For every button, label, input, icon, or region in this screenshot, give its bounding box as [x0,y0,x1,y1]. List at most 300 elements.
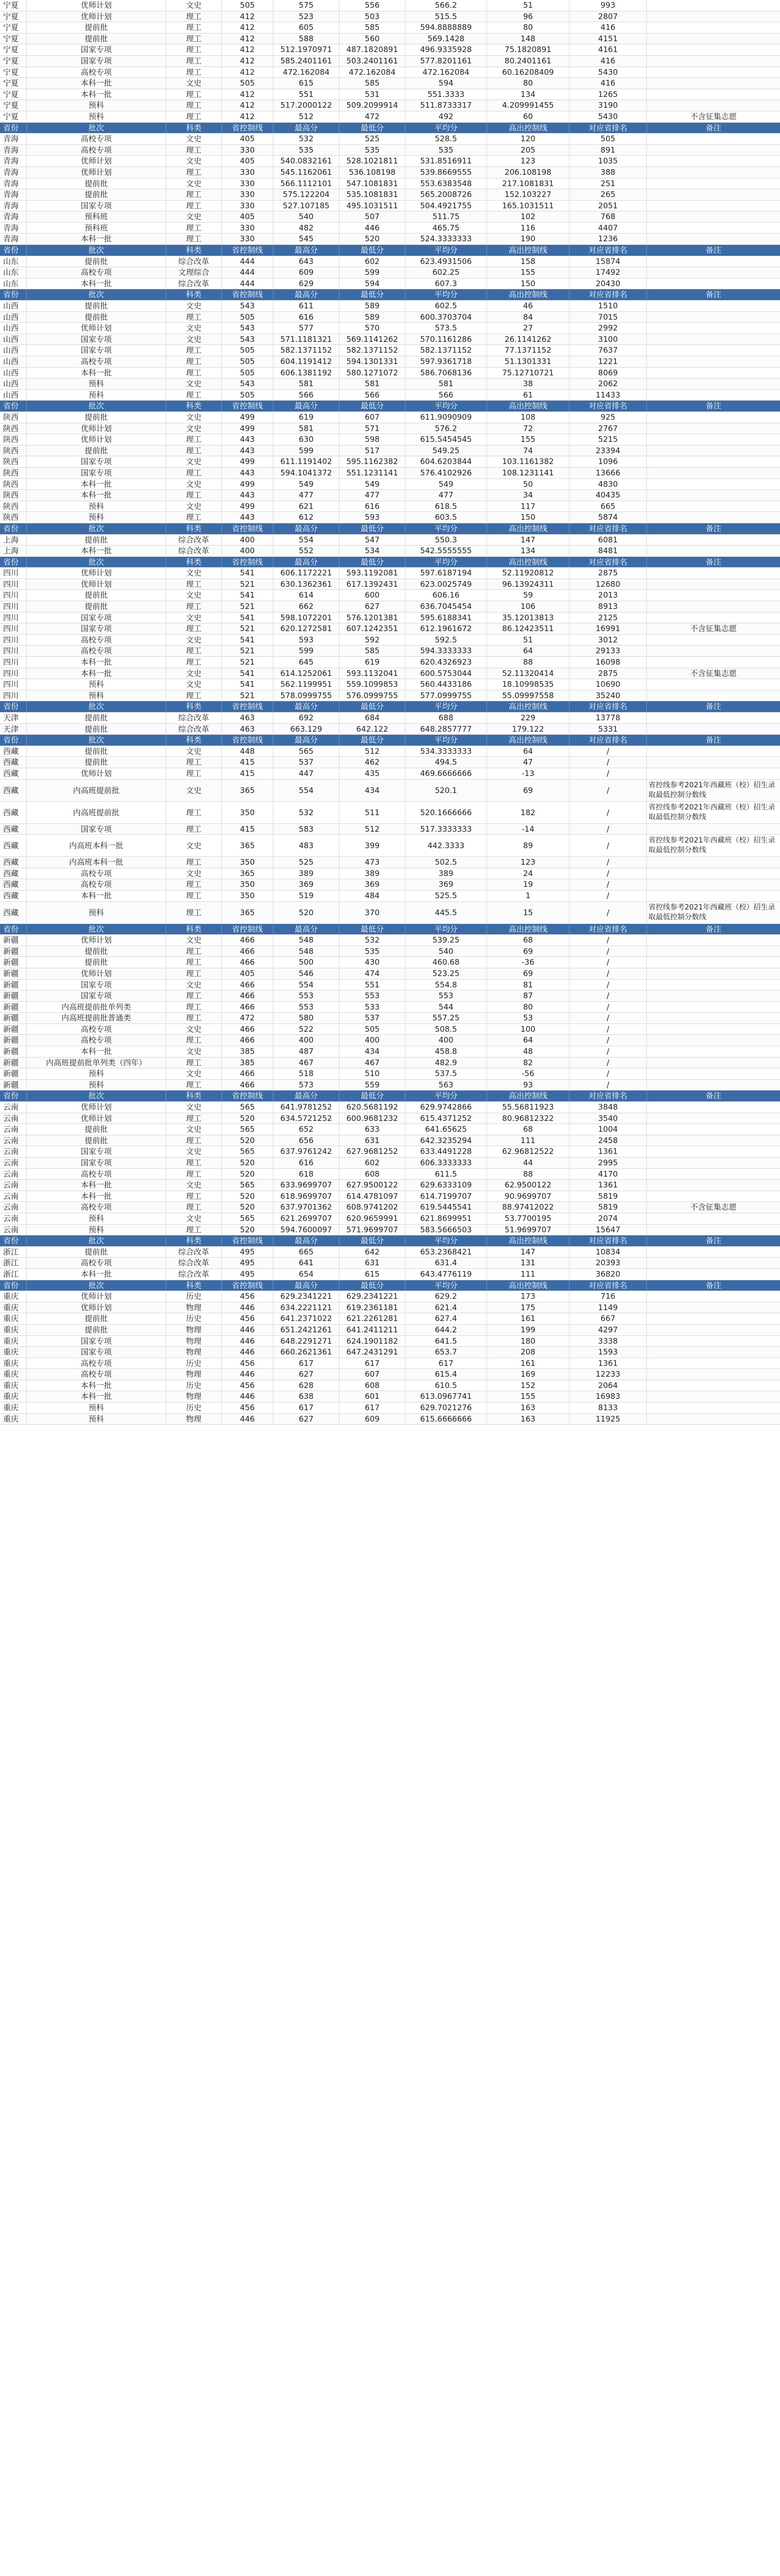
cell-province: 青海 [0,234,27,244]
table-row [0,679,780,690]
header-subject: 科类 [166,123,222,134]
cell-remark [647,768,780,779]
cell-batch: 优师计划 [27,1291,166,1302]
cell-min-score: 619 [339,657,405,668]
cell-max-score: 520 [273,902,339,923]
cell-above-line: 102 [487,211,570,222]
cell-batch: 本科一批 [27,1180,166,1191]
header-batch: 批次 [27,123,166,134]
cell-avg-score: 600.3703704 [405,312,487,323]
cell-above-line: 229 [487,713,570,723]
cell-avg-score: 566 [405,390,487,401]
cell-max-score: 663.129 [273,724,339,735]
cell-province-rank: 1265 [570,89,647,100]
header-province: 省份 [0,401,27,411]
cell-province-rank: 29133 [570,646,647,656]
header-province: 省份 [0,735,27,746]
cell-province-rank: 388 [570,167,647,178]
cell-subject: 文史 [166,935,222,946]
cell-province-rank: 768 [570,211,647,222]
table-row [0,768,780,780]
cell-batch: 提前批 [27,946,166,957]
cell-min-score: 602 [339,1158,405,1168]
cell-control-line: 350 [222,857,273,868]
table-row [0,479,780,490]
cell-remark [647,1102,780,1113]
cell-avg-score: 502.5 [405,857,487,868]
table-row [0,67,780,78]
cell-province-rank: 13666 [570,468,647,478]
cell-batch: 优师计划 [27,1102,166,1113]
cell-remark: 不含征集志愿 [690,624,737,634]
cell-subject: 文史 [166,1068,222,1079]
cell-above-line: 64 [487,646,570,656]
cell-control-line: 466 [222,1002,273,1013]
table-row [0,535,780,546]
cell-subject: 物理 [166,1347,222,1358]
cell-max-score: 605 [273,22,339,33]
cell-min-score: 571.9699707 [339,1225,405,1235]
cell-subject: 文史 [166,78,222,89]
cell-max-score: 621 [273,501,339,512]
cell-province-rank: 3540 [570,1113,647,1124]
cell-control-line: 541 [222,613,273,623]
cell-control-line: 412 [222,34,273,44]
cell-above-line: 75.1820891 [487,44,570,55]
header-min-score: 最低分 [339,924,405,935]
cell-above-line: 123 [487,857,570,868]
header-above-line: 高出控制线 [487,701,570,712]
cell-remark [647,301,780,311]
cell-avg-score: 520.1666666 [405,802,487,823]
cell-avg-score: 523.25 [405,968,487,979]
cell-avg-score: 563 [405,1080,487,1091]
cell-max-score: 554 [273,780,339,801]
cell-min-score: 487.1820891 [339,44,405,55]
cell-avg-score: 445.5 [405,902,487,923]
cell-province: 西藏 [0,857,27,868]
header-avg-score: 平均分 [405,1280,487,1291]
cell-batch: 优师计划 [27,1113,166,1124]
cell-province: 青海 [0,167,27,178]
header-batch: 批次 [27,1235,166,1246]
cell-control-line: 520 [222,1158,273,1168]
cell-batch: 高校专项 [27,868,166,879]
cell-max-score: 615 [273,78,339,89]
cell-min-score: 400 [339,1035,405,1046]
cell-max-score: 627 [273,1369,339,1380]
table-row [0,1325,780,1336]
cell-avg-score: 643.4776119 [405,1269,487,1280]
cell-above-line: 87 [487,990,570,1001]
cell-max-score: 611 [273,301,339,311]
header-min-score: 最低分 [339,289,405,300]
cell-min-score: 503.2401161 [339,56,405,67]
cell-subject: 文理综合 [166,267,222,278]
table-row [0,902,780,924]
cell-province: 西藏 [0,824,27,835]
cell-control-line: 499 [222,423,273,434]
header-avg-score: 平均分 [405,523,487,534]
cell-max-score: 548 [273,946,339,957]
cell-subject: 综合改革 [166,278,222,289]
cell-above-line: 117 [487,501,570,512]
cell-max-score: 618.9699707 [273,1191,339,1202]
cell-subject: 理工 [166,368,222,378]
cell-above-line: 90.9699707 [487,1191,570,1202]
cell-min-score: 620.9659991 [339,1213,405,1224]
table-row [0,1180,780,1191]
cell-batch: 优师计划 [27,935,166,946]
cell-control-line: 495 [222,1269,273,1280]
cell-province-rank: 251 [570,178,647,189]
cell-province-rank: / [570,1046,647,1057]
table-row [0,323,780,334]
cell-remark [647,980,780,990]
cell-province-rank: 1510 [570,301,647,311]
cell-province-rank: 3100 [570,334,647,345]
cell-province: 宁夏 [0,34,27,44]
cell-above-line: 52.11320414 [487,668,570,679]
cell-province: 青海 [0,145,27,156]
cell-max-score: 692 [273,713,339,723]
cell-province: 云南 [0,1113,27,1124]
cell-min-score: 560 [339,34,405,44]
cell-batch: 本科一批 [27,278,166,289]
cell-province: 重庆 [0,1358,27,1369]
cell-remark [647,1046,780,1057]
cell-province-rank: / [570,1058,647,1068]
cell-min-score: 592 [339,635,405,646]
header-control-line: 省控制线 [222,123,273,134]
cell-province: 宁夏 [0,100,27,111]
cell-avg-score: 539.25 [405,935,487,946]
cell-remark [647,1024,780,1035]
cell-max-score: 614 [273,590,339,601]
cell-remark [647,1169,780,1180]
header-province-rank: 对应省排名 [570,1280,647,1291]
cell-avg-score: 554.8 [405,980,487,990]
cell-max-score: 577 [273,323,339,334]
cell-control-line: 521 [222,579,273,590]
cell-max-score: 545.1162061 [273,167,339,178]
cell-batch: 提前批 [27,1124,166,1135]
cell-province: 云南 [0,1146,27,1157]
cell-control-line: 448 [222,746,273,757]
cell-province-rank: 8133 [570,1402,647,1413]
cell-avg-score: 644.2 [405,1325,487,1335]
cell-avg-score: 604.6203844 [405,456,487,467]
cell-control-line: 541 [222,679,273,690]
cell-min-score: 684 [339,713,405,723]
header-batch: 批次 [27,557,166,568]
cell-min-score: 507 [339,211,405,222]
cell-province: 四川 [0,635,27,646]
cell-province: 四川 [0,601,27,612]
cell-remark [647,1247,780,1258]
table-row [0,134,780,145]
cell-avg-score: 620.4326923 [405,657,487,668]
cell-control-line: 495 [222,1247,273,1258]
cell-control-line: 505 [222,368,273,378]
cell-province-rank: 1236 [570,234,647,244]
cell-batch: 优师计划 [27,568,166,579]
cell-batch: 内高班提前批普通类 [27,1013,166,1023]
cell-batch: 预科 [27,679,166,690]
cell-province: 云南 [0,1213,27,1224]
cell-province-rank: 416 [570,56,647,67]
cell-subject: 理工 [166,1191,222,1202]
cell-subject: 理工 [166,312,222,323]
cell-avg-score: 642.3235294 [405,1135,487,1146]
cell-above-line: 47 [487,757,570,768]
cell-control-line: 365 [222,868,273,879]
cell-avg-score: 517.3333333 [405,824,487,835]
cell-remark [647,1146,780,1157]
header-province-rank: 对应省排名 [570,523,647,534]
cell-control-line: 520 [222,1135,273,1146]
cell-avg-score: 641.65625 [405,1124,487,1135]
cell-subject: 文史 [166,0,222,11]
header-province-rank: 对应省排名 [570,557,647,568]
cell-remark: 不含征集志愿 [690,111,737,121]
cell-remark [647,1258,780,1268]
cell-remark [647,312,780,323]
cell-subject: 理工 [166,802,222,823]
cell-province: 四川 [0,590,27,601]
cell-batch: 提前批 [27,535,166,546]
cell-subject: 文史 [166,378,222,389]
cell-province: 四川 [0,613,27,623]
header-above-line: 高出控制线 [487,1091,570,1101]
cell-subject: 文史 [166,1213,222,1224]
cell-province-rank: 10834 [570,1247,647,1258]
cell-province-rank: 505 [570,134,647,144]
cell-subject: 理工 [166,1002,222,1013]
cell-province: 重庆 [0,1325,27,1335]
header-subject: 科类 [166,701,222,712]
cell-batch: 提前批 [27,178,166,189]
cell-avg-score: 653.7 [405,1347,487,1358]
cell-avg-score: 535 [405,145,487,156]
table-header-row [0,557,780,568]
cell-remark [647,890,780,901]
cell-remark [647,234,780,244]
table-row [0,434,780,445]
cell-province-rank: 35240 [570,690,647,701]
cell-max-score: 482 [273,223,339,234]
header-control-line: 省控制线 [222,924,273,935]
table-row [0,780,780,802]
cell-province: 陕西 [0,512,27,523]
cell-remark [647,189,780,200]
cell-control-line: 330 [222,145,273,156]
table-row [0,1302,780,1314]
header-control-line: 省控制线 [222,401,273,411]
cell-batch: 提前批 [27,34,166,44]
cell-control-line: 446 [222,1336,273,1347]
cell-above-line: 96.13924311 [487,579,570,590]
cell-subject: 历史 [166,1291,222,1302]
cell-remark [647,724,780,735]
cell-province: 新疆 [0,957,27,968]
cell-province-rank: 20430 [570,278,647,289]
table-row [0,1058,780,1069]
cell-control-line: 443 [222,512,273,523]
cell-control-line: 543 [222,334,273,345]
cell-control-line: 330 [222,178,273,189]
cell-subject: 文史 [166,980,222,990]
cell-remark: 不含征集志愿 [690,668,737,678]
cell-province-rank: 4297 [570,1325,647,1335]
table-row [0,690,780,702]
table-row [0,267,780,278]
table-header-row [0,1091,780,1102]
cell-control-line: 565 [222,1180,273,1191]
cell-province: 重庆 [0,1414,27,1425]
cell-subject: 文史 [166,1146,222,1157]
cell-province-rank: 2995 [570,1158,647,1168]
cell-avg-score: 607.3 [405,278,487,289]
cell-max-score: 537 [273,757,339,768]
cell-batch: 本科一批 [27,1391,166,1402]
cell-remark [647,746,780,757]
cell-province: 陕西 [0,412,27,423]
cell-province: 四川 [0,646,27,656]
cell-avg-score: 592.5 [405,635,487,646]
cell-batch: 本科一批 [27,78,166,89]
cell-avg-score: 648.2857777 [405,724,487,735]
cell-province-rank: 17492 [570,267,647,278]
cell-province-rank: 7015 [570,312,647,323]
cell-min-score: 369 [339,879,405,890]
cell-above-line: 208 [487,1347,570,1358]
cell-batch: 高校专项 [27,267,166,278]
cell-max-score: 611.1191402 [273,456,339,467]
cell-remark [647,1035,780,1046]
cell-province: 山西 [0,356,27,367]
header-subject: 科类 [166,1235,222,1246]
table-row [0,1313,780,1325]
cell-subject: 理工 [166,434,222,445]
header-avg-score: 平均分 [405,289,487,300]
cell-max-score: 617 [273,1402,339,1413]
cell-avg-score: 602.25 [405,267,487,278]
table-row [0,835,780,857]
cell-above-line: 179.122 [487,724,570,735]
header-control-line: 省控制线 [222,245,273,256]
cell-avg-score: 614.7199707 [405,1191,487,1202]
cell-batch: 本科一批 [27,1046,166,1057]
cell-remark [647,134,780,144]
cell-above-line: 24 [487,868,570,879]
cell-subject: 理工 [166,657,222,668]
cell-control-line: 446 [222,1391,273,1402]
header-control-line: 省控制线 [222,735,273,746]
cell-batch: 国家专项 [27,613,166,623]
cell-batch: 国家专项 [27,456,166,467]
cell-remark [647,100,780,111]
cell-min-score: 601 [339,1391,405,1402]
header-remark: 备注 [705,735,721,745]
cell-remark [647,256,780,267]
cell-max-score: 527.107185 [273,201,339,211]
cell-above-line: 53.7700195 [487,1213,570,1224]
cell-subject: 物理 [166,1369,222,1380]
cell-above-line: 81 [487,980,570,990]
cell-above-line: -56 [487,1068,570,1079]
table-row [0,412,780,423]
cell-batch: 提前批 [27,22,166,33]
cell-subject: 理工 [166,22,222,33]
cell-min-score: 627.9681252 [339,1146,405,1157]
cell-province: 西藏 [0,746,27,757]
cell-min-score: 370 [339,902,405,923]
cell-min-score: 593 [339,512,405,523]
cell-province-rank: 993 [570,0,647,11]
cell-min-score: 505 [339,1024,405,1035]
cell-remark [647,201,780,211]
cell-province: 陕西 [0,434,27,445]
cell-above-line: 147 [487,535,570,546]
cell-avg-score: 606.16 [405,590,487,601]
cell-remark [647,1013,780,1023]
cell-max-score: 400 [273,1035,339,1046]
cell-province-rank: 2013 [570,590,647,601]
cell-control-line: 444 [222,267,273,278]
cell-province-rank: 7637 [570,345,647,356]
cell-max-score: 487 [273,1046,339,1057]
cell-batch: 本科一批 [27,368,166,378]
cell-control-line: 543 [222,301,273,311]
cell-province-rank: / [570,780,647,801]
cell-province-rank: 4151 [570,34,647,44]
table-row [0,1347,780,1358]
cell-max-score: 532 [273,802,339,823]
cell-max-score: 594.7600097 [273,1225,339,1235]
cell-min-score: 633 [339,1124,405,1135]
cell-province-rank: / [570,757,647,768]
header-remark: 备注 [705,1280,721,1290]
cell-subject: 文史 [166,134,222,144]
table-row [0,1124,780,1135]
cell-subject: 理工 [166,1058,222,1068]
cell-batch: 优师计划 [27,0,166,11]
cell-control-line: 385 [222,1046,273,1057]
cell-avg-score: 597.6187194 [405,568,487,579]
cell-avg-score: 688 [405,713,487,723]
cell-province: 山西 [0,312,27,323]
cell-above-line: 59 [487,590,570,601]
header-batch: 批次 [27,924,166,935]
cell-subject: 理工 [166,111,222,122]
cell-min-score: 608 [339,1380,405,1391]
header-control-line: 省控制线 [222,557,273,568]
table-row [0,44,780,56]
cell-min-score: 467 [339,1058,405,1068]
header-province: 省份 [0,1280,27,1291]
table-row [0,613,780,624]
header-above-line: 高出控制线 [487,523,570,534]
cell-remark: 不含征集志愿 [690,1202,737,1212]
cell-min-score: 582.1371152 [339,345,405,356]
header-max-score: 最高分 [273,245,339,256]
table-row [0,724,780,735]
table-row [0,601,780,613]
table-row [0,512,780,523]
cell-above-line: 18.10998535 [487,679,570,690]
cell-subject: 文史 [166,1024,222,1035]
